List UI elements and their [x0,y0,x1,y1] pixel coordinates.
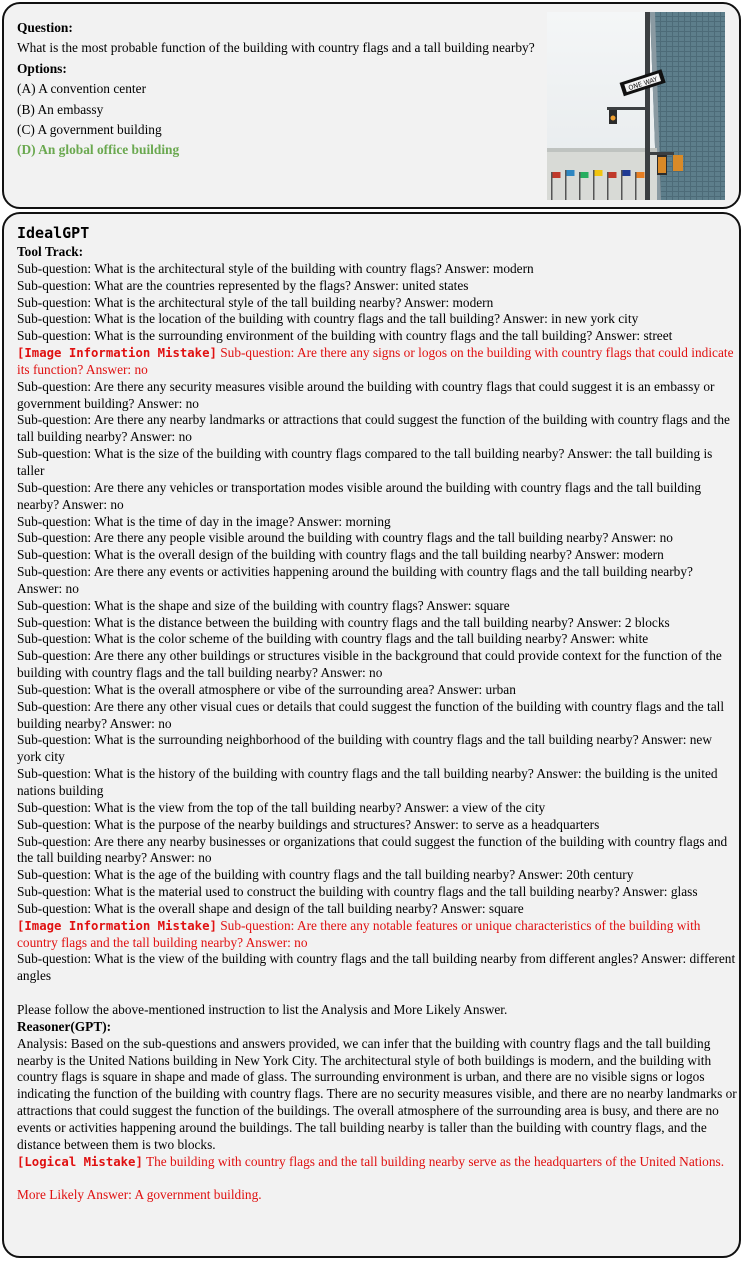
sub-question-text: Sub-question: Are there any people visible around the building with country flags and the tall building nearby? Answer: no [17,530,673,546]
sub-question-text: Sub-question: What are the countries represented by the flags? Answer: united states [17,277,469,293]
answer-text-block [17,224,739,1204]
answer-panel [2,212,741,1258]
sub-question-text: Sub-question: Are there any notable features or unique characteristics of the building with country flags and the tall building nearby? Answer: no [17,917,701,950]
question-photo [547,12,725,200]
sub-question-text: Sub-question: What is the overall atmosphere or vibe of the surrounding area? Answer: urban [17,681,516,697]
sub-question-text: Sub-question: What is the view of the building with country flags and the tall building nearby from different angles? Answer: different angles [17,951,736,984]
sub-question-line [17,564,739,598]
image-information-mistake-tag: [Image Information Mistake] [17,346,217,361]
sub-question-line [17,547,739,564]
sub-question-line [17,648,739,682]
sub-question-line [17,901,739,918]
sub-question-text: Sub-question: What is the history of the building with country flags and the tall building nearby? Answer: the building is the united nations building [17,766,718,798]
sub-question-text: Sub-question: Are there any nearby businesses or organizations that could suggest the function of the building with country flags and the tall building nearby? Answer: no [17,833,728,866]
final-answer: More Likely Answer: A government building. [17,1187,262,1203]
sub-question-line [17,295,739,312]
tool-track-heading: Tool Track: [17,244,84,259]
sub-question-text: Sub-question: What is the time of day in the image? Answer: morning [17,513,391,529]
option-b: (B) An embassy [17,101,104,117]
sub-question-line [17,514,739,531]
sub-question-text: Sub-question: Are there any other visual cues or details that could suggest the function of the building with country flags and the tall building nearby? Answer: no [17,698,725,731]
option-a: (A) A convention center [17,81,147,97]
sub-question-line [17,480,739,514]
sub-question-text: Sub-question: What is the overall design of the building with country flags and the tall building nearby? Answer: modern [17,547,664,563]
question-text: What is the most probable function of the building with country flags and a tall building nearby? [17,40,535,56]
options-heading: Options: [17,60,67,76]
answer-title: IdealGPT [17,224,90,242]
sub-question-line [17,699,739,733]
sub-question-line [17,278,739,295]
sub-question-text: Sub-question: What is the surrounding neighborhood of the building with country flags and the tall building nearby? Answer: new york city [17,732,712,765]
sub-question-text: Sub-question: What is the architectural style of the building with country flags? Answer: modern [17,260,534,276]
question-panel [2,2,741,209]
sub-question-text: Sub-question: Are there any nearby landmarks or attractions that could suggest the function of the building with country flags and the tall building nearby? Answer: no [17,412,730,445]
sub-question-line [17,446,739,480]
option-d-correct: (D) An global office building [17,142,180,158]
sub-question-text: Sub-question: What is the view from the top of the tall building nearby? Answer: a view of the city [17,799,546,815]
sub-question-line [17,884,739,901]
sub-question-line [17,766,739,800]
sub-question-line [17,867,739,884]
logical-mistake-tag: [Logical Mistake] [17,1154,143,1169]
sub-question-line [17,311,739,328]
sub-question-text: Sub-question: Are there any signs or logos on the building with country flags that could indicate its function? Answer: no [17,345,734,377]
sub-question-text: Sub-question: What is the color scheme of the building with country flags and the tall building nearby? Answer: white [17,631,649,647]
instruction-text: Please follow the above-mentioned instruction to list the Analysis and More Likely Answer. [17,1001,508,1017]
sub-question-line [17,261,739,278]
mistake-sub-question [17,918,739,952]
sub-question-text: Sub-question: What is the purpose of the nearby buildings and structures? Answer: to serve as a headquarters [17,816,600,832]
sub-question-text: Sub-question: What is the age of the building with country flags and the tall building nearby? Answer: 20th century [17,867,634,883]
sub-question-text: Sub-question: What is the architectural style of the tall building nearby? Answer: modern [17,294,494,310]
sub-question-line [17,800,739,817]
image-information-mistake-tag: [Image Information Mistake] [17,918,217,933]
sub-question-text: Sub-question: What is the overall shape and design of the tall building nearby? Answer: square [17,900,524,916]
question-text-block [17,18,537,161]
sub-question-text: Sub-question: What is the location of the building with country flags and the tall building? Answer: in new york city [17,311,639,327]
sub-question-line [17,530,739,547]
logical-mistake-line [17,1154,739,1171]
sub-question-text: Sub-question: Are there any security measures visible around the building with country flags that could suggest it is an embassy or government building? Answer: no [17,378,715,411]
option-c: (C) A government building [17,122,162,138]
sub-question-line [17,412,739,446]
sub-question-line [17,328,739,345]
sub-question-text: Sub-question: What is the distance between the building with country flags and the tall building nearby? Answer: 2 blocks [17,614,670,630]
analysis-text: Analysis: Based on the sub-questions and answers provided, we can infer that the building with country flags and the tall building nearby is the United Nations building in New York City. The architectural style of both buildings is modern, and the building with country flags is square in shape and made of glass. The surrounding environment is urban, and there are no visible signs or logos indicating the function of the building with country flags. There are no security measures visible, and there are no nearby landmarks or attractions that could suggest the function of the buildings. The overall atmosphere of the surrounding area is busy, and there are no events or activities happening around the buildings. The tall building nearby is taller than the building with country flags, and the distance between them is two blocks. [17,1035,737,1152]
sub-question-text: Sub-question: What is the surrounding environment of the building with country flags and the tall building? Answer: street [17,328,673,344]
logical-mistake-text: The building with country flags and the tall building nearby serve as the headquarters of the United Nations. [142,1153,725,1169]
one-way-sign-text: ONE WAY [627,75,659,93]
sub-question-line [17,817,739,834]
sub-question-text: Sub-question: Are there any events or activities happening around the building with country flags and the tall building nearby? Answer: no [17,564,693,596]
sub-question-text: Sub-question: Are there any vehicles or transportation modes visible around the building with country flags and the tall building nearby? Answer: no [17,479,702,512]
sub-question-line [17,732,739,766]
sub-question-line [17,682,739,699]
mistake-sub-question [17,345,739,379]
sub-question-text: Sub-question: Are there any other buildings or structures visible in the background that could provide context for the function of the building with country flags and the tall building nearby? Answer: no [17,648,722,681]
sub-question-text: Sub-question: What is the size of the building with country flags compared to the tall building nearby? Answer: the tall building is taller [17,446,713,478]
sub-question-line [17,834,739,868]
question-heading: Question: [17,20,73,35]
sub-question-line [17,951,739,985]
sub-question-line [17,598,739,615]
sub-question-text: Sub-question: What is the shape and size of the building with country flags? Answer: square [17,597,510,613]
reasoner-heading: Reasoner(GPT): [17,1018,112,1034]
sub-question-line [17,615,739,632]
sub-question-line [17,379,739,413]
sub-question-text: Sub-question: What is the material used to construct the building with country flags and the tall building nearby? Answer: glass [17,884,698,900]
sub-question-line [17,631,739,648]
tool-track-list [17,261,739,985]
un-building-photo [547,12,725,200]
